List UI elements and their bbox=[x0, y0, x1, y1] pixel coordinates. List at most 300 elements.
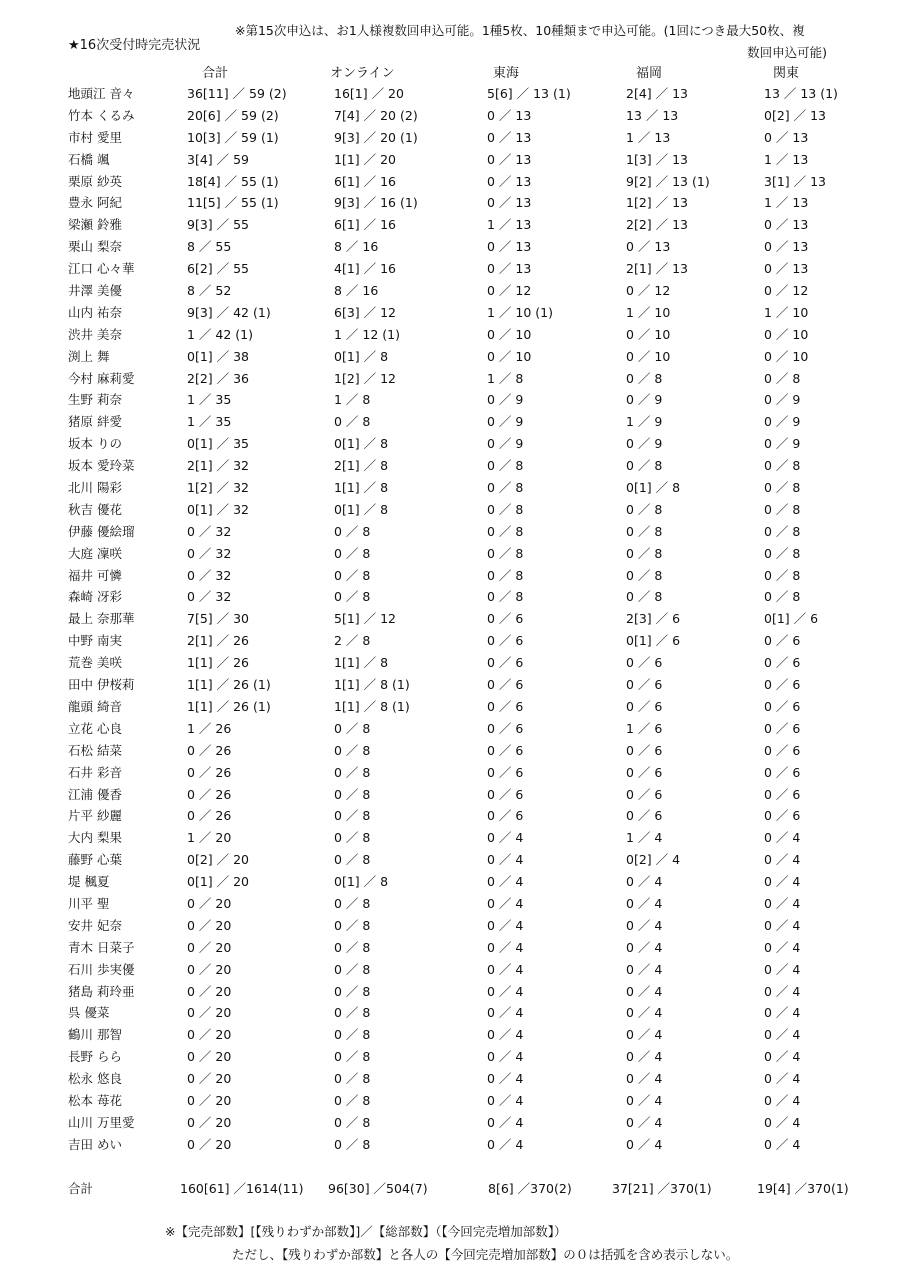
cell-fukuoka: 9[2] ／ 13 (1) bbox=[626, 173, 710, 189]
table-row bbox=[0, 565, 905, 587]
cell-total: 0 ／ 26 bbox=[187, 764, 232, 780]
cell-kanto: 1 ／ 13 bbox=[764, 195, 809, 211]
cell-tokai: 0 ／ 8 bbox=[487, 567, 524, 583]
cell-kanto: 0 ／ 6 bbox=[764, 655, 801, 671]
total-value-kanto: 19[4] ／370(1) bbox=[757, 1181, 849, 1196]
cell-fukuoka: 0 ／ 8 bbox=[626, 370, 663, 386]
cell-fukuoka: 0 ／ 6 bbox=[626, 698, 663, 714]
cell-total: 0 ／ 26 bbox=[187, 808, 232, 824]
cell-tokai: 0 ／ 10 bbox=[487, 348, 532, 364]
cell-fukuoka: 0 ／ 6 bbox=[626, 808, 663, 824]
cell-online: 0[1] ／ 8 bbox=[334, 874, 389, 890]
cell-online: 8 ／ 16 bbox=[334, 239, 379, 255]
cell-kanto: 0 ／ 4 bbox=[764, 830, 801, 846]
cell-tokai: 0 ／ 6 bbox=[487, 633, 524, 649]
cell-online: 0 ／ 8 bbox=[334, 720, 371, 736]
cell-kanto: 0 ／ 12 bbox=[764, 283, 809, 299]
cell-tokai: 0 ／ 13 bbox=[487, 239, 532, 255]
cell-online: 0 ／ 8 bbox=[334, 414, 371, 430]
note-line-1: ※第15次申込は、お1人様複数回申込可能。1種5枚、10種類まで申込可能。(1回につき最大50枚、複 bbox=[235, 23, 805, 38]
cell-tokai: 0 ／ 6 bbox=[487, 677, 524, 693]
member-name: 石井 彩音 bbox=[68, 764, 122, 780]
table-row bbox=[0, 1112, 905, 1134]
cell-online: 7[4] ／ 20 (2) bbox=[334, 107, 418, 123]
cell-total: 1[2] ／ 32 bbox=[187, 480, 250, 496]
table-row bbox=[0, 981, 905, 1003]
cell-online: 1[1] ／ 20 bbox=[334, 151, 397, 167]
cell-fukuoka: 0 ／ 4 bbox=[626, 939, 663, 955]
cell-online: 0 ／ 8 bbox=[334, 983, 371, 999]
table-row bbox=[0, 499, 905, 521]
cell-online: 0 ／ 8 bbox=[334, 1005, 371, 1021]
table-row bbox=[0, 433, 905, 455]
table-row bbox=[0, 389, 905, 411]
cell-kanto: 0 ／ 10 bbox=[764, 326, 809, 342]
table-row bbox=[0, 455, 905, 477]
cell-kanto: 0 ／ 9 bbox=[764, 436, 801, 452]
cell-tokai: 1 ／ 10 (1) bbox=[487, 304, 553, 320]
cell-kanto: 0 ／ 4 bbox=[764, 1071, 801, 1087]
sales-table bbox=[0, 83, 905, 1156]
table-row bbox=[0, 1024, 905, 1046]
cell-online: 5[1] ／ 12 bbox=[334, 611, 397, 627]
member-name: 呉 優菜 bbox=[68, 1005, 110, 1021]
cell-online: 0 ／ 8 bbox=[334, 589, 371, 605]
cell-total: 0 ／ 26 bbox=[187, 786, 232, 802]
member-name: 市村 愛里 bbox=[68, 129, 122, 145]
table-row bbox=[0, 1046, 905, 1068]
cell-tokai: 0 ／ 4 bbox=[487, 874, 524, 890]
member-name: 竹本 くるみ bbox=[68, 107, 135, 123]
member-name: 青木 日菜子 bbox=[68, 939, 135, 955]
table-row bbox=[0, 805, 905, 827]
cell-online: 4[1] ／ 16 bbox=[334, 261, 397, 277]
member-name: 川平 聖 bbox=[68, 895, 110, 911]
cell-fukuoka: 0 ／ 6 bbox=[626, 655, 663, 671]
member-name: 江口 心々華 bbox=[68, 261, 135, 277]
cell-online: 0 ／ 8 bbox=[334, 852, 371, 868]
table-row bbox=[0, 696, 905, 718]
cell-total: 0 ／ 20 bbox=[187, 917, 232, 933]
member-name: 梁瀬 鈴雅 bbox=[68, 217, 122, 233]
cell-online: 0 ／ 8 bbox=[334, 808, 371, 824]
member-name: 猪島 莉玲亜 bbox=[68, 983, 135, 999]
cell-total: 0[1] ／ 32 bbox=[187, 501, 250, 517]
cell-total: 1[1] ／ 26 bbox=[187, 655, 250, 671]
cell-online: 0 ／ 8 bbox=[334, 830, 371, 846]
cell-kanto: 0 ／ 6 bbox=[764, 742, 801, 758]
cell-total: 1[1] ／ 26 (1) bbox=[187, 677, 271, 693]
table-row bbox=[0, 302, 905, 324]
cell-tokai: 0 ／ 13 bbox=[487, 195, 532, 211]
cell-total: 11[5] ／ 55 (1) bbox=[187, 195, 279, 211]
cell-fukuoka: 0 ／ 4 bbox=[626, 1071, 663, 1087]
cell-tokai: 0 ／ 9 bbox=[487, 436, 524, 452]
cell-kanto: 0 ／ 6 bbox=[764, 677, 801, 693]
cell-kanto: 0 ／ 4 bbox=[764, 852, 801, 868]
cell-kanto: 0 ／ 4 bbox=[764, 917, 801, 933]
cell-online: 9[3] ／ 16 (1) bbox=[334, 195, 418, 211]
cell-kanto: 1 ／ 10 bbox=[764, 304, 809, 320]
cell-online: 8 ／ 16 bbox=[334, 283, 379, 299]
header-tokai: 東海 bbox=[493, 66, 520, 81]
cell-kanto: 0 ／ 10 bbox=[764, 348, 809, 364]
cell-fukuoka: 0 ／ 6 bbox=[626, 764, 663, 780]
note-line-2: 数回申込可能) bbox=[747, 45, 827, 60]
cell-fukuoka: 0 ／ 6 bbox=[626, 786, 663, 802]
cell-online: 0 ／ 8 bbox=[334, 1136, 371, 1152]
member-name: 吉田 めい bbox=[68, 1136, 122, 1152]
cell-total: 1 ／ 42 (1) bbox=[187, 326, 253, 342]
cell-online: 6[1] ／ 16 bbox=[334, 217, 397, 233]
member-name: 今村 麻莉愛 bbox=[68, 370, 135, 386]
member-name: 藤野 心葉 bbox=[68, 852, 122, 868]
cell-kanto: 0 ／ 8 bbox=[764, 523, 801, 539]
cell-total: 0[2] ／ 20 bbox=[187, 852, 250, 868]
cell-kanto: 0 ／ 8 bbox=[764, 545, 801, 561]
cell-fukuoka: 2[1] ／ 13 bbox=[626, 261, 689, 277]
cell-tokai: 0 ／ 4 bbox=[487, 1092, 524, 1108]
table-row bbox=[0, 280, 905, 302]
cell-total: 1 ／ 20 bbox=[187, 830, 232, 846]
cell-tokai: 0 ／ 4 bbox=[487, 830, 524, 846]
cell-fukuoka: 0[1] ／ 8 bbox=[626, 480, 681, 496]
cell-fukuoka: 0[2] ／ 4 bbox=[626, 852, 681, 868]
cell-kanto: 0 ／ 8 bbox=[764, 567, 801, 583]
cell-online: 0 ／ 8 bbox=[334, 742, 371, 758]
cell-online: 0[1] ／ 8 bbox=[334, 348, 389, 364]
cell-fukuoka: 0 ／ 4 bbox=[626, 1114, 663, 1130]
cell-online: 6[3] ／ 12 bbox=[334, 304, 397, 320]
member-name: 渕上 舞 bbox=[68, 348, 110, 364]
cell-total: 0 ／ 20 bbox=[187, 1136, 232, 1152]
member-name: 猪原 絆愛 bbox=[68, 414, 122, 430]
cell-total: 0 ／ 20 bbox=[187, 939, 232, 955]
table-row bbox=[0, 674, 905, 696]
member-name: 大内 梨果 bbox=[68, 830, 122, 846]
cell-online: 1[1] ／ 8 bbox=[334, 655, 389, 671]
member-name: 石橋 颯 bbox=[68, 151, 110, 167]
table-row bbox=[0, 630, 905, 652]
cell-fukuoka: 0 ／ 10 bbox=[626, 326, 671, 342]
table-row bbox=[0, 1068, 905, 1090]
cell-tokai: 1 ／ 8 bbox=[487, 370, 524, 386]
cell-kanto: 0 ／ 8 bbox=[764, 501, 801, 517]
cell-tokai: 0 ／ 9 bbox=[487, 392, 524, 408]
member-name: 秋吉 優花 bbox=[68, 501, 122, 517]
footer-legend: ※【完売部数】[【残りわずか部数】]／【総部数】（【今回完売増加部数】） bbox=[165, 1224, 567, 1239]
cell-kanto: 0 ／ 9 bbox=[764, 392, 801, 408]
cell-total: 0[1] ／ 38 bbox=[187, 348, 250, 364]
table-row bbox=[0, 149, 905, 171]
table-row bbox=[0, 1090, 905, 1112]
cell-kanto: 0 ／ 13 bbox=[764, 239, 809, 255]
cell-tokai: 0 ／ 4 bbox=[487, 852, 524, 868]
footer-note: ただし、【残りわずか部数】と各人の【今回完売増加部数】の０は括弧を含め表示しない。 bbox=[232, 1247, 739, 1262]
page-title: ★16次受付時完売状況 bbox=[68, 38, 201, 53]
cell-online: 0 ／ 8 bbox=[334, 1049, 371, 1065]
cell-total: 0 ／ 20 bbox=[187, 1071, 232, 1087]
cell-tokai: 5[6] ／ 13 (1) bbox=[487, 86, 571, 101]
cell-kanto: 0 ／ 4 bbox=[764, 1092, 801, 1108]
total-row bbox=[0, 1178, 905, 1200]
cell-kanto: 0 ／ 8 bbox=[764, 370, 801, 386]
cell-total: 0[1] ／ 35 bbox=[187, 436, 250, 452]
member-name: 松本 苺花 bbox=[68, 1092, 122, 1108]
cell-kanto: 0 ／ 4 bbox=[764, 1136, 801, 1152]
cell-total: 10[3] ／ 59 (1) bbox=[187, 129, 279, 145]
table-row bbox=[0, 959, 905, 981]
cell-kanto: 1 ／ 13 bbox=[764, 151, 809, 167]
cell-kanto: 0[2] ／ 13 bbox=[764, 107, 827, 123]
cell-kanto: 0 ／ 6 bbox=[764, 786, 801, 802]
cell-fukuoka: 0 ／ 13 bbox=[626, 239, 671, 255]
cell-online: 9[3] ／ 20 (1) bbox=[334, 129, 418, 145]
cell-tokai: 0 ／ 4 bbox=[487, 1136, 524, 1152]
cell-tokai: 0 ／ 13 bbox=[487, 129, 532, 145]
cell-online: 0 ／ 8 bbox=[334, 1092, 371, 1108]
table-row bbox=[0, 608, 905, 630]
cell-tokai: 0 ／ 6 bbox=[487, 764, 524, 780]
cell-tokai: 0 ／ 4 bbox=[487, 1071, 524, 1087]
table-row bbox=[0, 893, 905, 915]
cell-total: 6[2] ／ 55 bbox=[187, 261, 250, 277]
cell-online: 0 ／ 8 bbox=[334, 567, 371, 583]
cell-tokai: 0 ／ 8 bbox=[487, 458, 524, 474]
cell-fukuoka: 1 ／ 10 bbox=[626, 304, 671, 320]
cell-tokai: 0 ／ 4 bbox=[487, 895, 524, 911]
cell-kanto: 0 ／ 6 bbox=[764, 720, 801, 736]
cell-kanto: 0 ／ 6 bbox=[764, 764, 801, 780]
cell-online: 1 ／ 8 bbox=[334, 392, 371, 408]
cell-fukuoka: 0 ／ 9 bbox=[626, 436, 663, 452]
cell-kanto: 0 ／ 4 bbox=[764, 1027, 801, 1043]
cell-kanto: 0 ／ 4 bbox=[764, 874, 801, 890]
cell-kanto: 0 ／ 4 bbox=[764, 983, 801, 999]
cell-total: 2[1] ／ 26 bbox=[187, 633, 250, 649]
table-row bbox=[0, 827, 905, 849]
cell-kanto: 0 ／ 4 bbox=[764, 1114, 801, 1130]
table-row bbox=[0, 258, 905, 280]
cell-fukuoka: 1[3] ／ 13 bbox=[626, 151, 689, 167]
member-name: 栗山 梨奈 bbox=[68, 239, 122, 255]
cell-kanto: 0 ／ 4 bbox=[764, 1049, 801, 1065]
cell-fukuoka: 0 ／ 4 bbox=[626, 1005, 663, 1021]
cell-kanto: 0 ／ 4 bbox=[764, 895, 801, 911]
cell-tokai: 0 ／ 8 bbox=[487, 589, 524, 605]
cell-fukuoka: 0 ／ 4 bbox=[626, 895, 663, 911]
cell-fukuoka: 0 ／ 4 bbox=[626, 1136, 663, 1152]
cell-total: 0 ／ 20 bbox=[187, 983, 232, 999]
cell-fukuoka: 1 ／ 6 bbox=[626, 720, 663, 736]
cell-online: 0 ／ 8 bbox=[334, 764, 371, 780]
table-row bbox=[0, 324, 905, 346]
cell-total: 0 ／ 20 bbox=[187, 1005, 232, 1021]
cell-total: 0 ／ 32 bbox=[187, 567, 232, 583]
cell-tokai: 0 ／ 13 bbox=[487, 173, 532, 189]
member-name: 龍頭 綺音 bbox=[68, 698, 122, 714]
member-name: 片平 紗麗 bbox=[68, 808, 122, 824]
total-value-online: 96[30] ／504(7) bbox=[328, 1181, 428, 1196]
cell-kanto: 0 ／ 13 bbox=[764, 217, 809, 233]
cell-online: 1[2] ／ 12 bbox=[334, 370, 397, 386]
cell-fukuoka: 2[4] ／ 13 bbox=[626, 86, 689, 101]
cell-total: 0 ／ 20 bbox=[187, 1114, 232, 1130]
cell-fukuoka: 0 ／ 8 bbox=[626, 458, 663, 474]
cell-total: 2[2] ／ 36 bbox=[187, 370, 250, 386]
table-row bbox=[0, 411, 905, 433]
cell-online: 1[1] ／ 8 (1) bbox=[334, 698, 410, 714]
member-name: 地頭江 音々 bbox=[68, 86, 135, 101]
cell-online: 0 ／ 8 bbox=[334, 939, 371, 955]
member-name: 長野 らら bbox=[68, 1049, 122, 1065]
member-name: 福井 可憐 bbox=[68, 567, 122, 583]
cell-total: 20[6] ／ 59 (2) bbox=[187, 107, 279, 123]
cell-total: 0 ／ 26 bbox=[187, 742, 232, 758]
cell-fukuoka: 0 ／ 6 bbox=[626, 742, 663, 758]
cell-tokai: 0 ／ 4 bbox=[487, 1027, 524, 1043]
table-row bbox=[0, 477, 905, 499]
cell-online: 0 ／ 8 bbox=[334, 895, 371, 911]
table-row bbox=[0, 127, 905, 149]
table-row bbox=[0, 740, 905, 762]
cell-tokai: 0 ／ 8 bbox=[487, 523, 524, 539]
cell-total: 0[1] ／ 20 bbox=[187, 874, 250, 890]
table-row bbox=[0, 849, 905, 871]
cell-fukuoka: 1 ／ 9 bbox=[626, 414, 663, 430]
cell-fukuoka: 0 ／ 4 bbox=[626, 874, 663, 890]
cell-total: 1 ／ 35 bbox=[187, 392, 232, 408]
cell-fukuoka: 0 ／ 8 bbox=[626, 523, 663, 539]
member-name: 大庭 凜咲 bbox=[68, 545, 122, 561]
cell-kanto: 0 ／ 8 bbox=[764, 589, 801, 605]
cell-tokai: 0 ／ 13 bbox=[487, 261, 532, 277]
cell-total: 0 ／ 20 bbox=[187, 1027, 232, 1043]
cell-kanto: 0 ／ 13 bbox=[764, 129, 809, 145]
table-row bbox=[0, 586, 905, 608]
cell-tokai: 0 ／ 9 bbox=[487, 414, 524, 430]
member-name: 立花 心良 bbox=[68, 720, 122, 736]
cell-online: 0 ／ 8 bbox=[334, 786, 371, 802]
table-row bbox=[0, 192, 905, 214]
table-row bbox=[0, 1134, 905, 1156]
cell-online: 0 ／ 8 bbox=[334, 1027, 371, 1043]
cell-fukuoka: 0 ／ 4 bbox=[626, 1049, 663, 1065]
cell-kanto: 0 ／ 4 bbox=[764, 961, 801, 977]
cell-kanto: 3[1] ／ 13 bbox=[764, 173, 827, 189]
member-name: 北川 陽彩 bbox=[68, 480, 122, 496]
member-name: 森崎 冴彩 bbox=[68, 589, 122, 605]
member-name: 江浦 優香 bbox=[68, 786, 122, 802]
cell-total: 8 ／ 55 bbox=[187, 239, 232, 255]
cell-total: 2[1] ／ 32 bbox=[187, 458, 250, 474]
cell-tokai: 0 ／ 6 bbox=[487, 742, 524, 758]
cell-kanto: 0 ／ 6 bbox=[764, 633, 801, 649]
cell-tokai: 0 ／ 6 bbox=[487, 720, 524, 736]
cell-fukuoka: 1 ／ 13 bbox=[626, 129, 671, 145]
cell-fukuoka: 2[3] ／ 6 bbox=[626, 611, 681, 627]
cell-online: 0 ／ 8 bbox=[334, 961, 371, 977]
cell-online: 0 ／ 8 bbox=[334, 545, 371, 561]
header-total: 合計 bbox=[202, 66, 229, 81]
cell-total: 0 ／ 32 bbox=[187, 523, 232, 539]
member-name: 豊永 阿紀 bbox=[68, 195, 122, 211]
table-row bbox=[0, 937, 905, 959]
member-name: 伊藤 優絵瑠 bbox=[68, 523, 135, 539]
cell-fukuoka: 0 ／ 4 bbox=[626, 917, 663, 933]
cell-fukuoka: 1 ／ 4 bbox=[626, 830, 663, 846]
cell-fukuoka: 0[1] ／ 6 bbox=[626, 633, 681, 649]
cell-tokai: 0 ／ 6 bbox=[487, 808, 524, 824]
cell-online: 1[1] ／ 8 (1) bbox=[334, 677, 410, 693]
cell-tokai: 0 ／ 12 bbox=[487, 283, 532, 299]
cell-fukuoka: 0 ／ 4 bbox=[626, 961, 663, 977]
cell-tokai: 0 ／ 10 bbox=[487, 326, 532, 342]
cell-online: 1 ／ 12 (1) bbox=[334, 326, 400, 342]
member-name: 安井 妃奈 bbox=[68, 917, 122, 933]
cell-total: 0 ／ 20 bbox=[187, 961, 232, 977]
cell-online: 1[1] ／ 8 bbox=[334, 480, 389, 496]
member-name: 堤 楓夏 bbox=[68, 874, 110, 890]
cell-tokai: 0 ／ 4 bbox=[487, 917, 524, 933]
table-row bbox=[0, 915, 905, 937]
cell-online: 0[1] ／ 8 bbox=[334, 436, 389, 452]
total-value-tokai: 8[6] ／370(2) bbox=[488, 1181, 572, 1196]
table-row bbox=[0, 214, 905, 236]
header-fukuoka: 福岡 bbox=[636, 66, 663, 81]
cell-kanto: 0 ／ 6 bbox=[764, 698, 801, 714]
cell-fukuoka: 0 ／ 4 bbox=[626, 1092, 663, 1108]
header-online: オンライン bbox=[330, 66, 395, 81]
table-row bbox=[0, 83, 905, 105]
table-row bbox=[0, 346, 905, 368]
cell-tokai: 0 ／ 8 bbox=[487, 480, 524, 496]
cell-kanto: 0[1] ／ 6 bbox=[764, 611, 819, 627]
cell-fukuoka: 0 ／ 10 bbox=[626, 348, 671, 364]
cell-fukuoka: 0 ／ 8 bbox=[626, 567, 663, 583]
cell-tokai: 0 ／ 4 bbox=[487, 1114, 524, 1130]
cell-total: 0 ／ 20 bbox=[187, 1049, 232, 1065]
cell-online: 0[1] ／ 8 bbox=[334, 501, 389, 517]
cell-fukuoka: 13 ／ 13 bbox=[626, 107, 679, 123]
cell-tokai: 0 ／ 6 bbox=[487, 655, 524, 671]
cell-total: 18[4] ／ 55 (1) bbox=[187, 173, 279, 189]
member-name: 松永 悠良 bbox=[68, 1071, 122, 1087]
cell-tokai: 0 ／ 6 bbox=[487, 698, 524, 714]
cell-online: 0 ／ 8 bbox=[334, 917, 371, 933]
member-name: 石松 結菜 bbox=[68, 742, 122, 758]
table-row bbox=[0, 105, 905, 127]
total-value-fukuoka: 37[21] ／370(1) bbox=[612, 1181, 712, 1196]
cell-tokai: 0 ／ 4 bbox=[487, 983, 524, 999]
member-name: 坂本 りの bbox=[68, 436, 122, 452]
cell-online: 16[1] ／ 20 bbox=[334, 86, 404, 101]
table-row bbox=[0, 871, 905, 893]
cell-total: 1 ／ 26 bbox=[187, 720, 232, 736]
member-name: 石川 歩実優 bbox=[68, 961, 135, 977]
table-row bbox=[0, 543, 905, 565]
cell-online: 0 ／ 8 bbox=[334, 523, 371, 539]
table-row bbox=[0, 171, 905, 193]
cell-tokai: 0 ／ 8 bbox=[487, 545, 524, 561]
cell-kanto: 0 ／ 8 bbox=[764, 458, 801, 474]
table-row bbox=[0, 368, 905, 390]
cell-fukuoka: 0 ／ 6 bbox=[626, 677, 663, 693]
cell-total: 0 ／ 20 bbox=[187, 1092, 232, 1108]
member-name: 荒巻 美咲 bbox=[68, 655, 122, 671]
cell-kanto: 0 ／ 8 bbox=[764, 480, 801, 496]
cell-total: 7[5] ／ 30 bbox=[187, 611, 250, 627]
